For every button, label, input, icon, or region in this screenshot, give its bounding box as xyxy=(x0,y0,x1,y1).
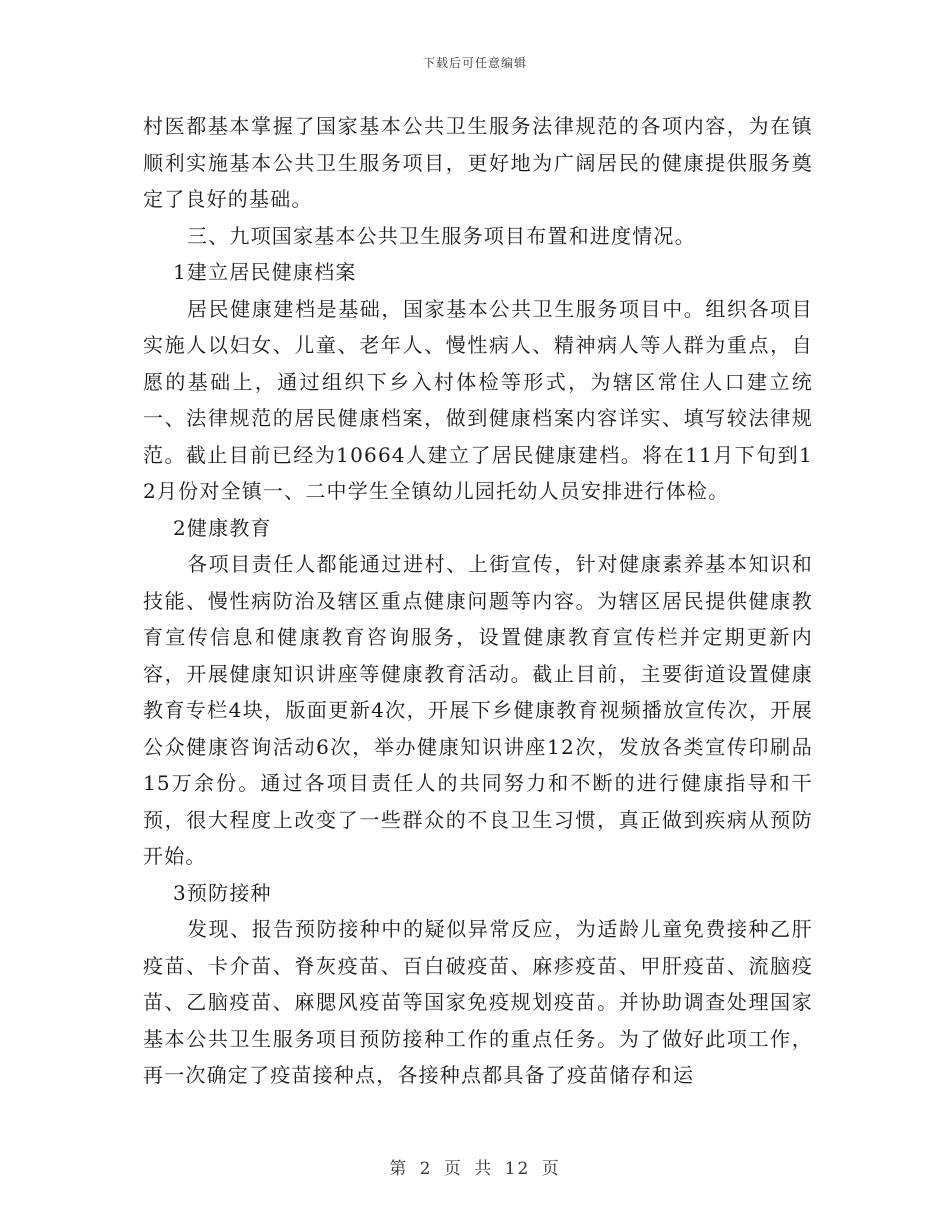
page-number-footer: 第 2 页 共 12 页 xyxy=(389,1159,561,1179)
paragraph-health-education: 各项目责任人都能通过进村、上街宣传，针对健康素养基本知识和技能、慢性病防治及辖区重点健康问题等内容。为辖区居民提供健康教育宣传信息和健康教育咨询服务，设置健康教育宣传栏并定期更新内容，开展健康知识讲座等健康教育活动。截止目前，主要街道设置健康教育专栏4块，版面更新4次，开展下乡健康教育视频播放宣传次，开展公众健康咨询活动6次，举办健康知识讲座12次，发放各类宣传印刷品15万余份。通过各项目责任人的共同努力和不断的进行健康指导和干预，很大程度上改变了一些群众的不良卫生习惯，真正做到疾病从预防开始。 xyxy=(143,552,813,868)
subheading-health-education: 2健康教育 xyxy=(173,515,272,540)
document-body xyxy=(143,108,813,1094)
paragraph-continuation: 村医都基本掌握了国家基本公共卫生服务法律规范的各项内容，为在镇顺利实施基本公共卫生服务项目，更好地为广阔居民的健康提供服务奠定了良好的基础。 xyxy=(143,114,813,211)
paragraph-health-records: 居民健康建档是基础，国家基本公共卫生服务项目中。组织各项目实施人以妇女、儿童、老年人、慢性病人、精神病人等人群为重点，自愿的基础上，通过组织下乡入村体检等形式，为辖区常住人口建立统一、法律规范的居民健康档案，做到健康档案内容详实、填写较法律规范。截止目前已经为10664人建立了居民健康建档。将在11月下旬到12月份对全镇一、二中学生全镇幼儿园托幼人员安排进行体检。 xyxy=(143,296,813,503)
subheading-health-records: 1建立居民健康档案 xyxy=(173,260,357,284)
header-note: 下载后可任意编辑 xyxy=(422,56,527,70)
section-heading: 三、九项国家基本公共卫生服务项目布置和进度情况。 xyxy=(187,223,696,248)
paragraph-vaccination: 发现、报告预防接种中的疑似异常反应，为适龄儿童免费接种乙肝疫苗、卡介苗、脊灰疫苗、百白破疫苗、麻疹疫苗、甲肝疫苗、流脑疫苗、乙脑疫苗、麻腮风疫苗等国家免疫规划疫苗。并协助调查处理国家基本公共卫生服务项目预防接种工作的重点任务。为了做好此项工作，再一次确定了疫苗接种点，各接种点都具备了疫苗储存和运 xyxy=(143,917,813,1087)
subheading-vaccination: 3预防接种 xyxy=(173,880,272,905)
